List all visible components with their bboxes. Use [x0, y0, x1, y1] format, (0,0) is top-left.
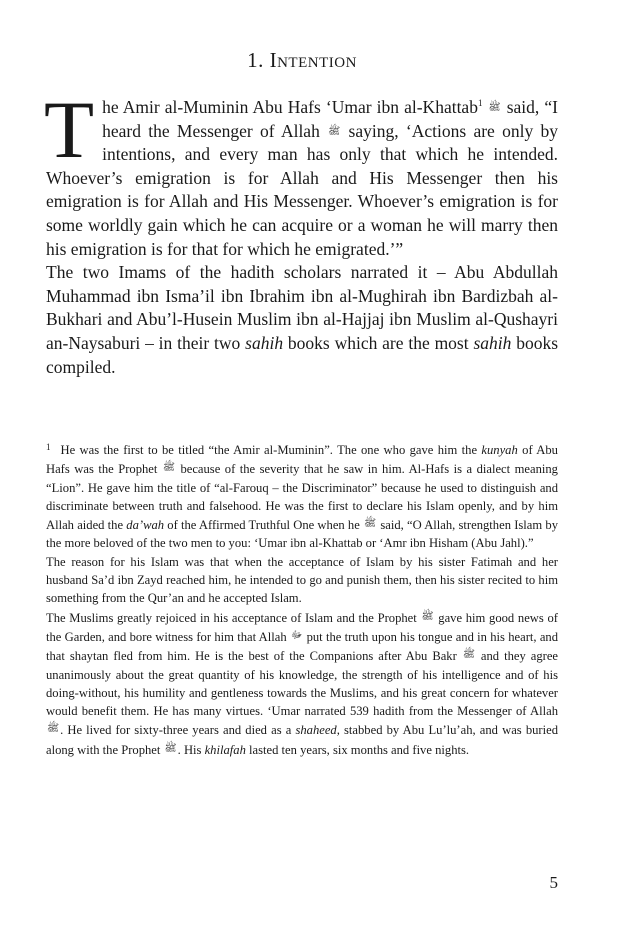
hadith-text-a: he Amir al-Muminin Abu Hafs ‘Umar ibn al-Khattab [102, 97, 478, 117]
main-text [44, 84, 559, 379]
footnote-text: . His [177, 742, 202, 757]
italic-term: da’wah [126, 518, 165, 533]
italic-term: sahih [473, 332, 512, 353]
footnote-text: lasted ten years, six months and five nights. [249, 742, 470, 757]
narration-text-c: books compiled. [46, 332, 559, 377]
footnote-text: . He lived for sixty-three years and died as a [60, 723, 292, 738]
italic-term: kunyah [481, 443, 518, 457]
footnote-marker: 1 [46, 442, 51, 452]
footnote-text: because of the severity that he saw in him. Al-Hafs is a dialect meaning “Lion”. He gave him the title of “al-Farouq – the Discriminator” because he used to distinguish and discriminate between truth and falsehood. He was the first to declare his Islam openly, and by him Allah aided the [46, 462, 558, 533]
footnote-text: put the truth upon his tongue and in his heart, and that shaytan fled from him. He is the best of the Companions after Abu Bakr [46, 629, 559, 664]
footnotes [46, 438, 558, 759]
italic-term: sahih [245, 332, 284, 353]
narration-text-a: The two Imams of the hadith scholars narrated it – Abu Abdullah Muhammad ibn Isma’il ibn Ibrahim ibn al-Mughirah ibn Bardizbah al-Bukhari and Abu’l-Husein Muslim ibn al-Hajjaj ibn Muslim al-Qushayri an-Naysaburi – in their two [46, 262, 558, 353]
narration-text-b: books which are the most [287, 332, 469, 353]
book-page [46, 0, 558, 944]
footnote-text: of the Affirmed Truthful One when he [167, 518, 360, 533]
footnote-paragraph: The reason for his Islam was that when the acceptance of Islam by his sister Fatimah and her husband Sa’d ibn Zayd reached him, he intended to go and punish them, then his sister recited to him something from the Qur’an and he accepted Islam. [46, 554, 558, 606]
footnote-paragraph [46, 438, 558, 553]
chapter-title: 1. Intention [247, 48, 357, 72]
hadith-text-c: saying, ‘Actions are only by intentions, and every man has only that which he intended. Whoever’s emigration is for Allah and His Messenger then his emigration is for Allah and His Messenger. Whoever’s emigration is for some worldly gain which he can acquire or a woman he will marry then his emigration is for that for which he emigrated.’” [46, 120, 559, 259]
footnote-text: gave him good news of the Garden, and bore witness for him that Allah [46, 610, 558, 644]
honorific-symbol: ﷺ [421, 610, 434, 622]
footnote-text: The Muslims greatly rejoiced in his acceptance of Islam and the Prophet [46, 610, 417, 625]
honorific-symbol: ﷺ [488, 102, 501, 113]
italic-term: shaheed, [295, 723, 340, 738]
footnote-text: He was the first to be titled “the Amir al-Muminin”. The one who gave him the [60, 443, 478, 457]
honorific-symbol: ﷺ [364, 518, 377, 530]
italic-term: khilafah [204, 742, 246, 757]
footnote-reference[interactable]: 1 [477, 98, 483, 108]
honorific-symbol: ﷺ [47, 723, 60, 735]
honorific-symbol: ﷺ [462, 649, 475, 661]
drop-cap: T [44, 84, 95, 175]
footnote-text: and they agree unanimously about the great quantity of his knowledge, the strength of his intelligence and of his doing-without, his humility and gentleness towards the Muslims, and his great concern for whatever would benefit them. He has many virtues. ‘Umar narrated 539 hadith from the Messenger of Allah [46, 649, 559, 719]
hadith-paragraph [44, 84, 559, 261]
page-number: 5 [549, 873, 558, 892]
footnote-text: stabbed by Abu Lu’lu’ah, and was buried along with the Prophet [46, 723, 558, 757]
footnote-text: said, “O Allah, strengthen Islam by the more beloved of the two men to you: ‘Umar ibn al-Khattab or ‘Amr ibn Hisham (Abu Jahl).” [46, 518, 558, 551]
honorific-symbol: ﷺ [162, 462, 175, 474]
footnote-paragraph [46, 608, 558, 759]
honorific-symbol: ﷺ [164, 742, 177, 754]
honorific-symbol: ﷻ [290, 629, 303, 641]
narration-paragraph [46, 261, 558, 379]
hadith-text-b: said, “I heard the Messenger of Allah [102, 97, 558, 141]
footnote-text: of Abu Hafs was the Prophet [46, 443, 558, 477]
honorific-symbol: ﷺ [328, 125, 341, 137]
